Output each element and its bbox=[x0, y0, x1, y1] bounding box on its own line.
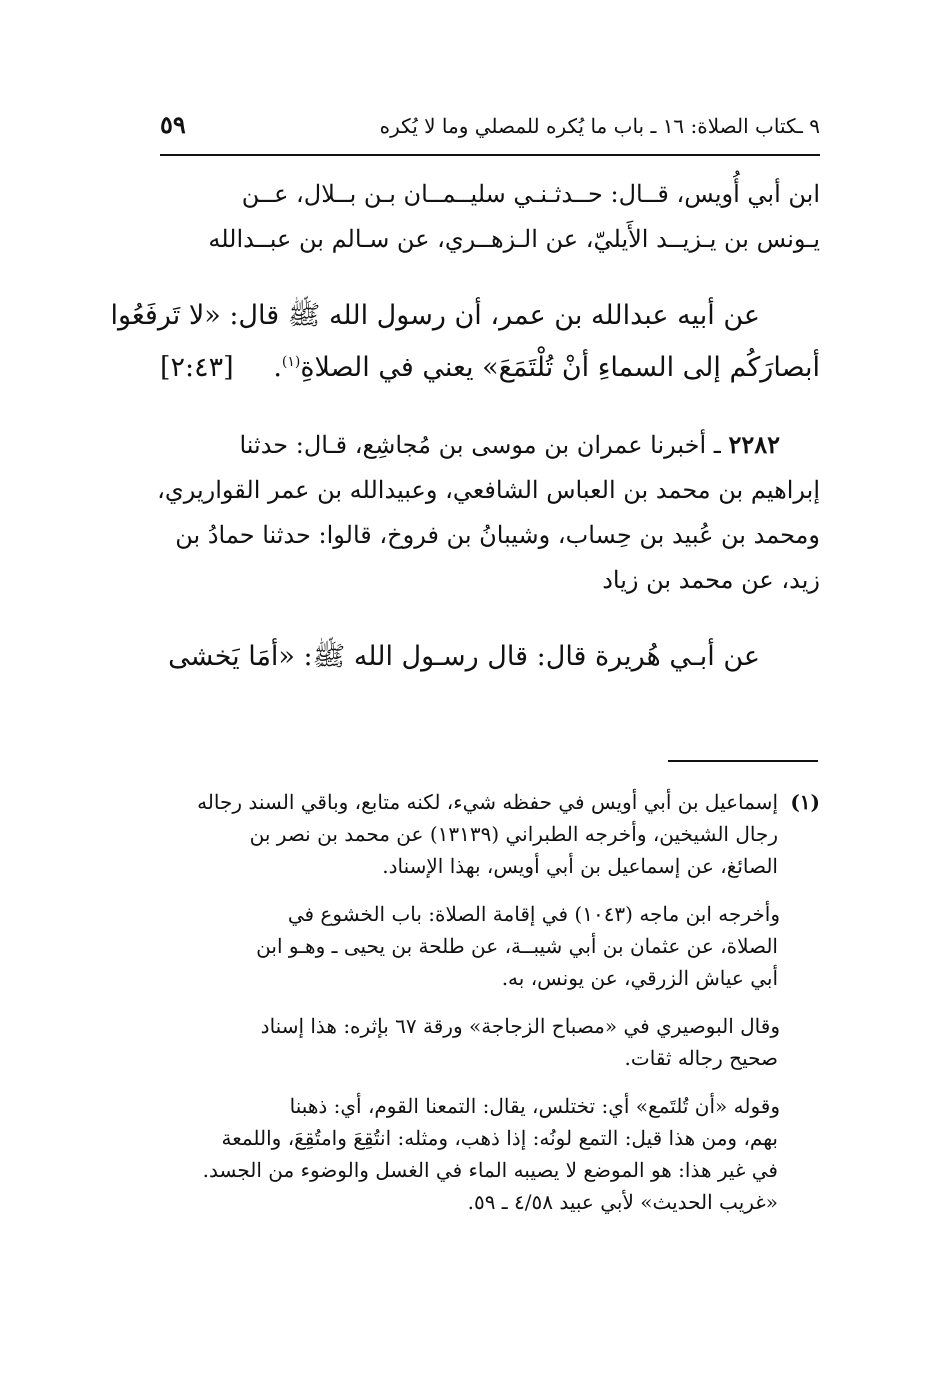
text-line: وقال البوصيري في «مصباح الزجاجة» ورقة ٦٧ بإثره: هذا إسناد bbox=[260, 1014, 780, 1038]
text-line: «غريب الحديث» لأبي عبيد ٤/٥٨ ـ ٥٩. bbox=[467, 1190, 778, 1214]
footnote-1 bbox=[160, 786, 820, 882]
matn-paragraph-1 bbox=[110, 290, 820, 394]
text-line: الصائغ، عن إسماعيل بن أبي أويس، بهذا الإسناد. bbox=[382, 854, 778, 878]
footnotes bbox=[160, 786, 820, 1218]
text-segment: ـ أخبرنا عمران بن موسى بن مُجاشِع، قـال: حدثنا bbox=[239, 431, 721, 459]
footnote-1-busiri bbox=[160, 1010, 820, 1074]
footnote-marker[interactable]: (١) bbox=[281, 354, 301, 370]
hadith-paragraph-2282 bbox=[157, 422, 820, 603]
text-segment: أبصارَكُم إلى السماءِ أنْ تُلْتَمَعَ» يعني في الصلاةِ$^{(١)}$. bbox=[273, 352, 820, 383]
text-line: أبي عياش الزرقي، عن يونس، به. bbox=[501, 966, 778, 990]
text-line bbox=[160, 422, 820, 468]
page-header bbox=[160, 110, 820, 150]
text-line: إبراهيم بن محمد بن العباس الشافعي، وعبيدالله بن عمر القواريري، bbox=[157, 476, 820, 504]
footnote-1-lexical bbox=[160, 1090, 820, 1218]
text-line: بهم، ومن هذا قيل: التمع لونُه: إذا ذهب، ومثله: انتُقِعَ وامتُقِعَ، واللمعة bbox=[221, 1126, 778, 1150]
text-line: يـونس بن يـزيــد الأَيليّ، عن الـزهــري، عن سـالم بن عبــدالله bbox=[208, 225, 820, 253]
text-line: عن أبـي هُريرة قال: قال رسـول الله ﷺ: «أمَا يَخشى bbox=[168, 641, 760, 672]
text-segment: إسماعيل بن أبي أويس في حفظه شيء، لكنه متابع، وباقي السند رجاله bbox=[197, 790, 778, 814]
text-line: ومحمد بن عُبيد بن حِساب، وشيبانُ بن فروخ، قالوا: حدثنا حمادُ بن bbox=[175, 521, 820, 549]
running-head: ٩ ـكتاب الصلاة: ١٦ ـ باب ما يُكره للمصلي وما لا يُكره bbox=[379, 114, 820, 138]
text-line bbox=[160, 786, 820, 818]
text-line: وقوله «أن تُلتَمع» أي: تختلس، يقال: التمعنا القوم، أي: ذهبنا bbox=[289, 1094, 780, 1118]
text-line: رجال الشيخين، وأخرجه الطبراني (١٣١٣٩) عن محمد بن نصر بن bbox=[249, 822, 778, 846]
footnote-number: (١) bbox=[790, 790, 820, 814]
text-line: ابن أبي أُويس، قــال: حــدثـنـي سليــمــان بـن بــلال، عــن bbox=[241, 180, 820, 208]
source-reference: [٢:٤٣] bbox=[160, 352, 234, 383]
text-line: في غير هذا: هو الموضع لا يصيبه الماء في الغسل والوضوء من الجسد. bbox=[202, 1158, 778, 1182]
hadith-number: ٢٢٨٢ bbox=[728, 430, 780, 459]
footnote-rule bbox=[668, 760, 818, 762]
text-line: أبصارَكُم إلى السماءِ أنْ تُلْتَمَعَ» يعني في الصلاةِ bbox=[300, 352, 820, 383]
text-line-with-reference bbox=[160, 342, 820, 394]
text-line: زيد، عن محمد بن زياد bbox=[602, 566, 820, 594]
main-text bbox=[110, 172, 820, 683]
text-line: الصلاة، عن عثمان بن أبي شيبــة، عن طلحة بن يحيى ـ وهـو ابن bbox=[256, 934, 778, 958]
text-line: عن أبيه عبدالله بن عمر، أن رسول الله ﷺ قال: «لا تَرفَعُوا bbox=[110, 300, 760, 331]
matn-paragraph-2 bbox=[160, 631, 820, 683]
footnote-1-ibn-majah bbox=[160, 898, 820, 994]
isnad-paragraph-1 bbox=[160, 172, 820, 262]
text-line: صحيح رجاله ثقات. bbox=[624, 1046, 778, 1070]
header-rule bbox=[160, 154, 820, 156]
page-number: ٥٩ bbox=[160, 110, 186, 139]
text-line: وأخرجه ابن ماجه (١٠٤٣) في إقامة الصلاة: باب الخشوع في bbox=[287, 902, 780, 926]
